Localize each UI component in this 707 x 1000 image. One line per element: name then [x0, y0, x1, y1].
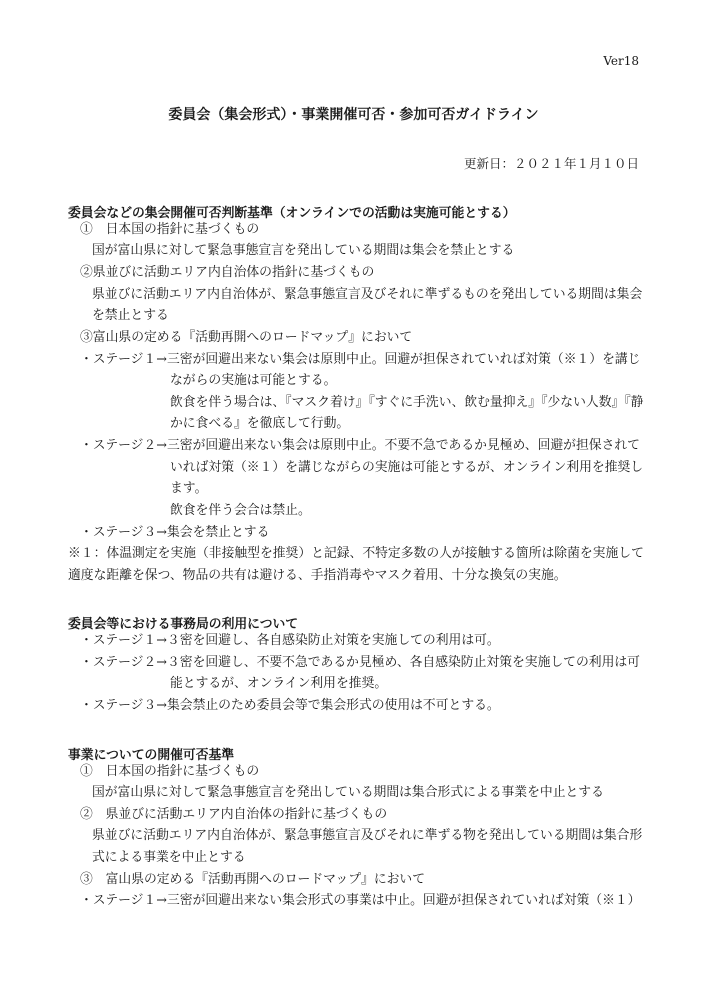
body-line: 式による事業を中止とする — [92, 850, 246, 865]
section-heading-gathering-criteria: 委員会などの集会開催可否判断基準（オンラインでの活動は実施可能とする） — [68, 206, 516, 221]
body-line: ながらの実施は可能とする。 — [170, 373, 337, 388]
body-line: いれば対策（※１）を講じながらの実施は可能とするが、オンライン利用を推奨し — [170, 460, 644, 475]
document-title: 委員会（集会形式）・事業開催可否・参加可否ガイドライン — [168, 107, 539, 123]
body-line: ・ステージ１→三密が回避出来ない集会形式の事業は中止。回避が担保されていれば対策（※１） — [80, 893, 641, 908]
body-line: 飲食を伴う会合は禁止。 — [170, 503, 311, 518]
version-label: Ver18 — [603, 54, 639, 68]
body-line: ・ステージ２→３密を回避し、不要不急であるか見極め、各自感染防止対策を実施しての利用は可 — [80, 655, 640, 670]
body-line: ・ステージ２→三密が回避出来ない集会は原則中止。不要不急であるか見極め、回避が担保されて — [80, 438, 640, 453]
updated-date: 更新日：２０２１年１月１０日 — [463, 156, 639, 171]
footnote-line: 適度な距離を保つ、物品の共有は避ける、手指消毒やマスク着用、十分な換気の実施。 — [68, 568, 567, 583]
body-line: ・ステージ１→三密が回避出来ない集会は原則中止。回避が担保されていれば対策（※１）を講じ — [80, 352, 641, 367]
body-line: ③ 富山県の定める『活動再開へのロードマップ』において — [80, 872, 426, 887]
body-line: ・ステージ３→集会を禁止とする — [80, 525, 270, 540]
body-line: ③富山県の定める『活動再開へのロードマップ』において — [80, 330, 413, 345]
body-line: 能とするが、オンライン利用を推奨。 — [170, 676, 388, 691]
body-line: ① 日本国の指針に基づくもの — [80, 764, 260, 779]
body-line: 国が富山県に対して緊急事態宣言を発出している期間は集合形式による事業を中止とする — [92, 785, 604, 800]
body-line: ① 日本国の指針に基づくもの — [80, 222, 260, 237]
body-line: かに食べる』を徹底して行動。 — [170, 416, 350, 431]
section-heading-office-use: 委員会等における事務局の利用について — [68, 617, 299, 632]
body-line: 飲食を伴う場合は、『マスク着け』『すぐに手洗い、飲む量抑え』『少ない人数』『静 — [170, 395, 644, 410]
section-heading-event-criteria: 事業についての開催可否基準 — [68, 748, 235, 763]
body-line: ② 県並びに活動エリア内自治体の指針に基づくもの — [80, 807, 388, 822]
footnote-line: ※１：体温測定を実施（非接触型を推奨）と記録、不特定多数の人が接触する箇所は除菌を実施して — [68, 546, 644, 561]
body-line: ・ステージ３→集会禁止のため委員会等で集会形式の使用は不可とする。 — [80, 698, 500, 713]
body-line: ②県並びに活動エリア内自治体の指針に基づくもの — [80, 265, 375, 280]
body-line: 県並びに活動エリア内自治体が、緊急事態宣言及びそれに準ずる物を発出している期間は集合形 — [92, 828, 643, 843]
body-line: を禁止とする — [92, 308, 169, 323]
body-line: 国が富山県に対して緊急事態宣言を発出している期間は集会を禁止とする — [92, 243, 515, 258]
body-line: 県並びに活動エリア内自治体が、緊急事態宣言及びそれに準ずるものを発出している期間は集会 — [92, 287, 643, 302]
body-line: ます。 — [170, 481, 208, 496]
body-line: ・ステージ１→３密を回避し、各自感染防止対策を実施しての利用は可。 — [80, 633, 500, 648]
